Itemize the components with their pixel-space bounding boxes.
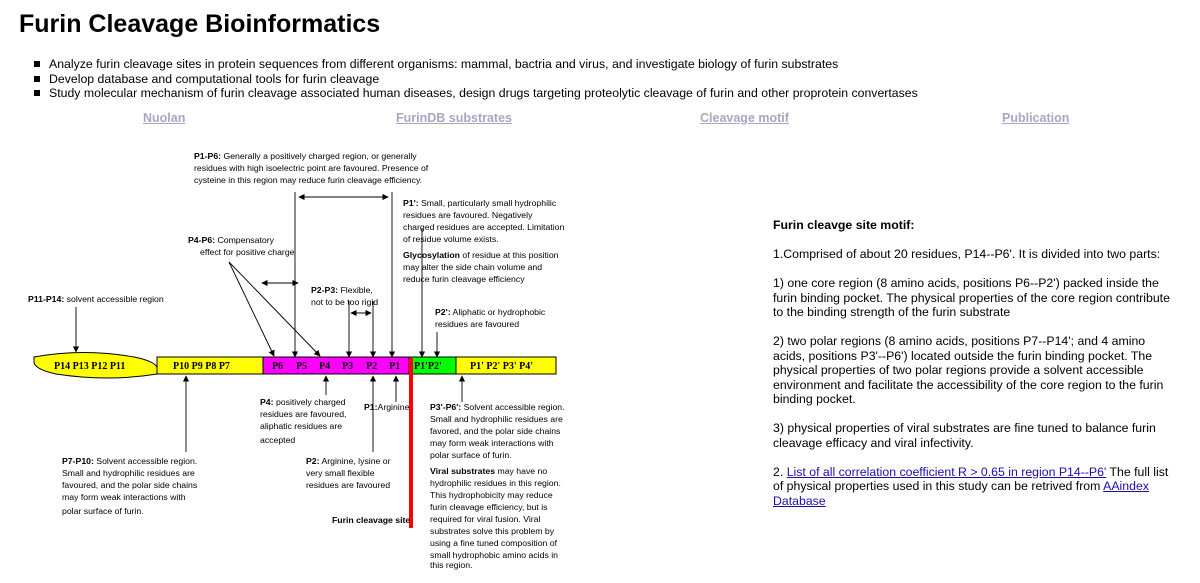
annotation-viral-substrates: Viral substrates may have no (430, 466, 548, 476)
annotation-line: may form weak interactions with (62, 492, 186, 502)
annotation-line: Small and hydrophilic residues are (62, 468, 195, 478)
annotation-line: hydrophilic residues in this region. (430, 478, 561, 488)
correlation-list-link[interactable]: List of all correlation coefficient R > 0.65 in region P14--P6' (786, 464, 1107, 479)
annotation-line: of residue volume exists. (403, 234, 499, 244)
annotation-p4: P4: positively charged (260, 397, 346, 407)
annotation-p11-p14: P11-P14: solvent accessible region (28, 294, 164, 304)
annotation-p4-p6: P4-P6: Compensatory (188, 235, 274, 245)
motif-description (773, 218, 1178, 523)
nav-link-publication[interactable]: Publication (1002, 111, 1070, 125)
annotation-p1: P1:Arginine (364, 402, 410, 412)
segment-label: P5 (296, 361, 308, 372)
annotation-line: residues are favoured (435, 319, 520, 329)
segment-label: P1' P2' P3' P4' (470, 361, 534, 372)
annotation-p7-p10: P7-P10: Solvent accessible region. (62, 456, 198, 466)
annotation-line: polar surface of furin. (62, 506, 144, 516)
segment-label: P3 (342, 361, 354, 372)
cleavage-site-diagram (20, 140, 590, 570)
annotation-line: polar surface of furin. (430, 450, 512, 460)
annotation-p2: P2: Arginine, lysine or (306, 456, 391, 466)
annotation-line: furin cleavage efficiency, but is (430, 502, 548, 512)
annotation-line: using a fine tuned composition of (430, 538, 558, 548)
segment-core (263, 357, 409, 374)
page-title: Furin Cleavage Bioinformatics (19, 10, 381, 38)
nav-link-cleavage-motif[interactable]: Cleavage motif (700, 111, 789, 125)
annotation-line: this region. (430, 560, 473, 570)
intro-bullet-item: Develop database and computational tools for furin cleavage (32, 72, 918, 87)
annotation-line: accepted (260, 435, 296, 445)
nav-link-furindb-substrates[interactable]: FurinDB substrates (396, 111, 512, 125)
annotation-p2-prime: P2': Aliphatic or hydrophobic (435, 307, 546, 317)
segment-label: P10 P9 P8 P7 (173, 361, 230, 372)
annotation-line: favored, and the polar side chains (430, 426, 561, 436)
annotation-line: may alter the side chain volume and (403, 262, 543, 272)
annotation-line: This hydrophobicity may reduce (430, 490, 553, 500)
annotation-line: small hydrophobic amino acids in (430, 550, 558, 560)
motif-text: 2. (773, 464, 787, 479)
motif-paragraph: 3) physical properties of viral substrates are fine tuned to balance furin cleavage efficacy and viral infectivity. (773, 421, 1156, 450)
annotation-line: aliphatic residues are (260, 421, 343, 431)
annotation-glycosylation: Glycosylation of residue at this position (403, 250, 559, 260)
cleavage-site-label: Furin cleavage site (332, 515, 411, 525)
annotation-p2-p3: P2-P3: Flexible, (311, 285, 373, 295)
aaindex-database-link[interactable]: AAindex Database (773, 479, 1149, 508)
annotation-p3-p6-prime: P3'-P6': Solvent accessible region. (430, 402, 565, 412)
annotation-line: very small flexible (306, 468, 375, 478)
nav-link-nuolan[interactable]: Nuolan (143, 111, 186, 125)
annotation-p1-p6: P1-P6: Generally a positively charged region, or generally (194, 151, 417, 161)
annotation-line: required for viral fusion. Viral (430, 514, 541, 524)
segment-label: P2 (366, 361, 378, 372)
motif-heading: Furin cleavge site motif: (773, 218, 915, 232)
motif-paragraph (773, 465, 1178, 509)
annotation-p1-prime: P1': Small, particularly small hydrophilic (403, 198, 557, 208)
motif-paragraph: 2) two polar regions (8 amino acids, positions P7--P14'; and 4 amino acids, positions P3'--P6') located outside the furin binding pocket. The physical properties of two polar regions provide a solvent accessible environment and facilitate the accessibility of the core region to the furin binding pocket. (773, 334, 1164, 406)
segment-label: P1 (389, 361, 401, 372)
annotation-line: residues are favoured (306, 480, 391, 490)
annotation-line: residues with high isoelectric point are favoured. Presence of (194, 163, 429, 173)
motif-paragraph: 1) one core region (8 amino acids, positions P6--P2') packed inside the furin binding pocket. The physical properties of the core region contribute to the binding strength of the furin substrate (773, 276, 1170, 319)
segment-label: P1'P2' (414, 361, 442, 372)
intro-bullet-item: Study molecular mechanism of furin cleavage associated human diseases, design drugs targeting proteolytic cleavage of furin and other proprotein convertases (32, 86, 918, 101)
annotation-line: Small and hydrophilic residues are (430, 414, 563, 424)
intro-bullet-item: Analyze furin cleavage sites in protein sequences from different organisms: mammal, bactria and virus, and investigate biology of furin substrates (32, 57, 918, 72)
segment-label: P4 (319, 361, 331, 372)
annotation-line: may form weak interactions with (430, 438, 554, 448)
annotation-line: effect for positive charge (200, 247, 295, 257)
annotation-line: substrates solve this problem by (430, 526, 555, 536)
annotation-line: cysteine in this region may reduce furin cleavage efficiency. (194, 175, 423, 185)
intro-bullet-list (32, 57, 918, 101)
segment-label: P6 (272, 361, 284, 372)
annotation-line: residues are favoured. Negatively (403, 210, 533, 220)
annotation-line: residues are favoured, (260, 409, 347, 419)
motif-paragraph: 1.Comprised of about 20 residues, P14--P6'. It is divided into two parts: (773, 247, 1161, 261)
annotation-line: charged residues are accepted. Limitation (403, 222, 565, 232)
motif-text: The full list of physical properties used in this study can be retrived from (773, 464, 1169, 493)
annotation-line: favoured, and the polar side chains (62, 480, 198, 490)
annotation-line: not to be too rigid (311, 297, 379, 307)
annotation-line: reduce furin cleavage efficiency (403, 274, 525, 284)
segment-label: P14 P13 P12 P11 (54, 361, 126, 372)
